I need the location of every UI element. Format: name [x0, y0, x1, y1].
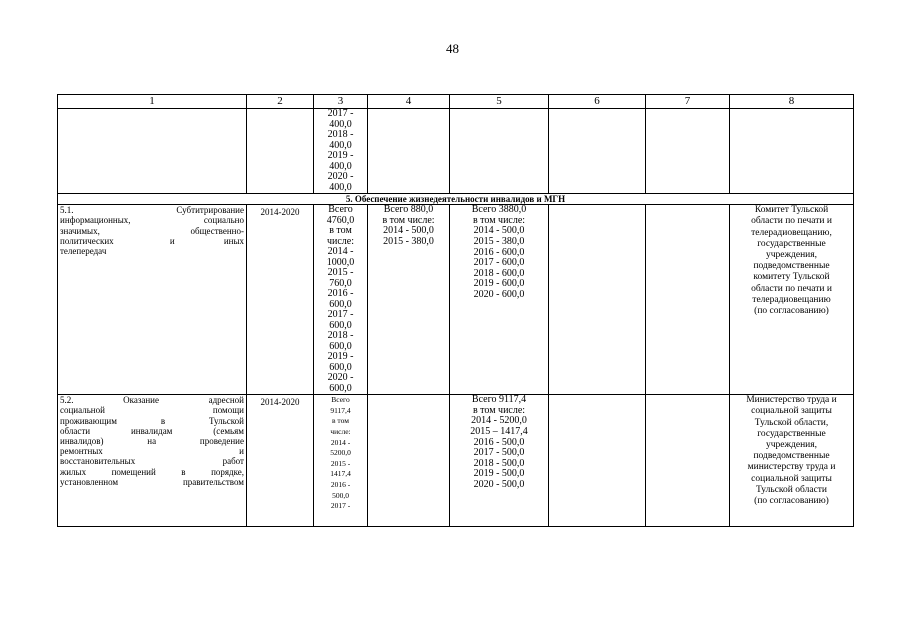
- cell-text-line: 400,0: [329, 139, 352, 151]
- cell-text-line: 2019 - 500,0: [473, 468, 525, 480]
- cell-text-line: 600,0: [329, 340, 352, 352]
- cell-text-line: 2017 -: [330, 501, 351, 511]
- cell-text-line: числе:: [326, 235, 355, 247]
- cell-text-line: Всего 880,0: [383, 204, 434, 216]
- period-cell: 2014-2020: [247, 205, 314, 395]
- continuation-activity-cell: [58, 109, 247, 194]
- cell-text-line: 2014 - 500,0: [473, 225, 525, 237]
- cell-text-line: телерадиовещанию,: [751, 227, 832, 238]
- continuation-col4-cell: [368, 109, 450, 194]
- cell-text-line: 2020 - 600,0: [473, 288, 525, 300]
- activity-text-line: ремонтных и: [60, 446, 244, 457]
- activity-description: [58, 205, 247, 395]
- activity-text-line: телепередач: [60, 246, 107, 257]
- cell-text-line: 2020 -: [327, 372, 354, 384]
- cell-text-line: подведомственные: [753, 261, 830, 272]
- total-funding-cell: [314, 205, 368, 395]
- column-number-4: 4: [368, 95, 450, 109]
- cell-text-line: в том числе:: [472, 404, 526, 416]
- cell-text-line: в том: [329, 225, 352, 237]
- cell-text-line: 760,0: [329, 277, 352, 289]
- cell-text-line: подведомственные: [753, 451, 830, 462]
- cell-text-line: 2015 - 380,0: [383, 235, 434, 247]
- cell-text-line: (по согласованию): [754, 496, 829, 507]
- activity-text-line: 5.1. Субтитрирование: [60, 205, 244, 216]
- activities-table: [57, 94, 854, 527]
- activity-text-line: 5.2. Оказание адресной: [60, 395, 244, 406]
- cell-text-line: 5200,0: [330, 448, 351, 458]
- cell-text-line: 2018 -: [327, 330, 354, 342]
- cell-text-line: Всего 3880,0: [471, 204, 527, 216]
- cell-text-line: учреждения,: [765, 250, 818, 261]
- table-header-row: [58, 95, 854, 109]
- cell-text-line: Министерство труда и: [746, 395, 837, 406]
- section-row: [58, 194, 854, 205]
- cell-text-line: 2018 - 600,0: [473, 267, 525, 279]
- cell-text-line: 2014 - 500,0: [383, 225, 434, 237]
- cell-text-line: области по печати и: [751, 216, 832, 227]
- cell-text-line: области по печати и: [751, 283, 832, 294]
- cell-text-line: комитету Тульской: [753, 272, 830, 283]
- continuation-executor-cell: [730, 109, 854, 194]
- column-number-1: 1: [58, 95, 247, 109]
- table-row: [58, 205, 854, 395]
- cell-text-line: 400,0: [329, 181, 352, 193]
- activity-text-line: восстановительных работ: [60, 456, 244, 467]
- cell-text-line: телерадиовещанию: [752, 294, 831, 305]
- cell-text-line: 1417,4: [330, 469, 351, 479]
- activity-text-line: политических и иных: [60, 235, 244, 246]
- cell-text-line: социальной защиты: [751, 473, 832, 484]
- cell-text-line: 2015 – 1417,4: [470, 425, 528, 437]
- column-number-3: 3: [314, 95, 368, 109]
- cell-text-line: 600,0: [329, 319, 352, 331]
- cell-text-line: 2015 -: [327, 267, 354, 279]
- cell-text-line: числе:: [330, 426, 351, 436]
- col7-cell: [646, 395, 730, 527]
- cell-text-line: Тульской области,: [754, 417, 829, 428]
- cell-text-line: 2014 - 5200,0: [471, 415, 527, 427]
- activity-text-line: установленном правительством: [60, 476, 244, 487]
- cell-text-line: в том числе:: [472, 214, 526, 226]
- cell-text-line: 2016 -: [327, 288, 354, 300]
- col7-cell: [646, 205, 730, 395]
- cell-text-line: 2016 -: [330, 479, 351, 489]
- section-title: 5. Обеспечение жизнедеятельности инвалидов и МГН: [58, 194, 854, 205]
- activity-text-line: значимых, общественно-: [60, 225, 244, 236]
- cell-text-line: 2014 -: [327, 246, 354, 258]
- regional-funding-cell: [450, 395, 549, 527]
- executor-cell: [730, 205, 854, 395]
- cell-text-line: государственные: [757, 428, 826, 439]
- cell-text-line: министерству труда и: [747, 462, 836, 473]
- regional-funding-cell: [450, 205, 549, 395]
- cell-text-line: в том числе:: [382, 214, 435, 226]
- cell-text-line: Всего: [328, 204, 353, 216]
- cell-text-line: 2017 - 500,0: [473, 447, 525, 459]
- column-number-6: 6: [549, 95, 646, 109]
- column-number-7: 7: [646, 95, 730, 109]
- cell-text-line: в том: [332, 416, 349, 426]
- cell-text-line: 2015 -: [330, 458, 351, 468]
- col6-cell: [549, 395, 646, 527]
- cell-text-line: Всего 9117,4: [471, 394, 527, 406]
- cell-text-line: 600,0: [329, 361, 352, 373]
- cell-text-line: 2014 -: [330, 437, 351, 447]
- activity-text-line: информационных, социально: [60, 215, 244, 226]
- activity-text-line: области инвалидам (семьям: [60, 425, 244, 436]
- column-number-5: 5: [450, 95, 549, 109]
- cell-text-line: 500,0: [332, 490, 349, 500]
- activity-description: [58, 395, 247, 527]
- column-number-8: 8: [730, 95, 854, 109]
- cell-text-line: 2020 - 500,0: [473, 478, 525, 490]
- page-number: 48: [446, 41, 459, 56]
- cell-text-line: (по согласованию): [754, 306, 829, 317]
- cell-text-line: 2019 -: [327, 150, 354, 161]
- cell-text-line: Комитет Тульской: [754, 205, 829, 216]
- period-cell: 2014-2020: [247, 395, 314, 527]
- cell-text-line: 2019 - 600,0: [473, 278, 525, 290]
- column-number-2: 2: [247, 95, 314, 109]
- activity-text-line: жилых помещений в порядке,: [60, 466, 244, 477]
- cell-text-line: 1000,0: [326, 256, 355, 268]
- cell-text-line: 2017 -: [327, 108, 354, 119]
- federal-funding-cell: [368, 395, 450, 527]
- continuation-row: [58, 109, 854, 194]
- cell-text-line: 2018 -: [327, 129, 354, 140]
- table-row: [58, 395, 854, 527]
- cell-text-line: 2015 - 380,0: [473, 235, 525, 247]
- cell-text-line: 2019 -: [327, 351, 354, 363]
- cell-text-line: 2016 - 500,0: [473, 436, 525, 448]
- activity-text-line: проживающим в Тульской: [60, 415, 244, 426]
- cell-text-line: учреждения,: [765, 440, 818, 451]
- col6-cell: [549, 205, 646, 395]
- continuation-col7-cell: [646, 109, 730, 194]
- activity-text-line: социальной помощи: [60, 405, 244, 416]
- continuation-period-cell: [247, 109, 314, 194]
- cell-text-line: Тульской области: [755, 484, 828, 495]
- cell-text-line: 400,0: [329, 118, 352, 130]
- continuation-col6-cell: [549, 109, 646, 194]
- cell-text-line: 400,0: [329, 160, 352, 172]
- federal-funding-cell: [368, 205, 450, 395]
- cell-text-line: 2016 - 600,0: [473, 246, 525, 258]
- cell-text-line: социальной защиты: [751, 406, 832, 417]
- cell-text-line: 2018 - 500,0: [473, 457, 525, 469]
- cell-text-line: 2017 -: [327, 309, 354, 321]
- continuation-col5-cell: [450, 109, 549, 194]
- cell-text-line: 2017 - 600,0: [473, 257, 525, 269]
- activity-text-line: инвалидов) на проведение: [60, 436, 244, 447]
- cell-text-line: 2020 -: [327, 171, 354, 182]
- cell-text-line: государственные: [757, 238, 826, 249]
- executor-cell: [730, 395, 854, 527]
- cell-text-line: 9117,4: [330, 405, 351, 415]
- total-funding-cell: [314, 395, 368, 527]
- cell-text-line: 600,0: [329, 382, 352, 394]
- cell-text-line: Всего: [331, 395, 350, 405]
- continuation-total-cell: [314, 109, 368, 194]
- cell-text-line: 4760,0: [326, 214, 355, 226]
- cell-text-line: 600,0: [329, 298, 352, 310]
